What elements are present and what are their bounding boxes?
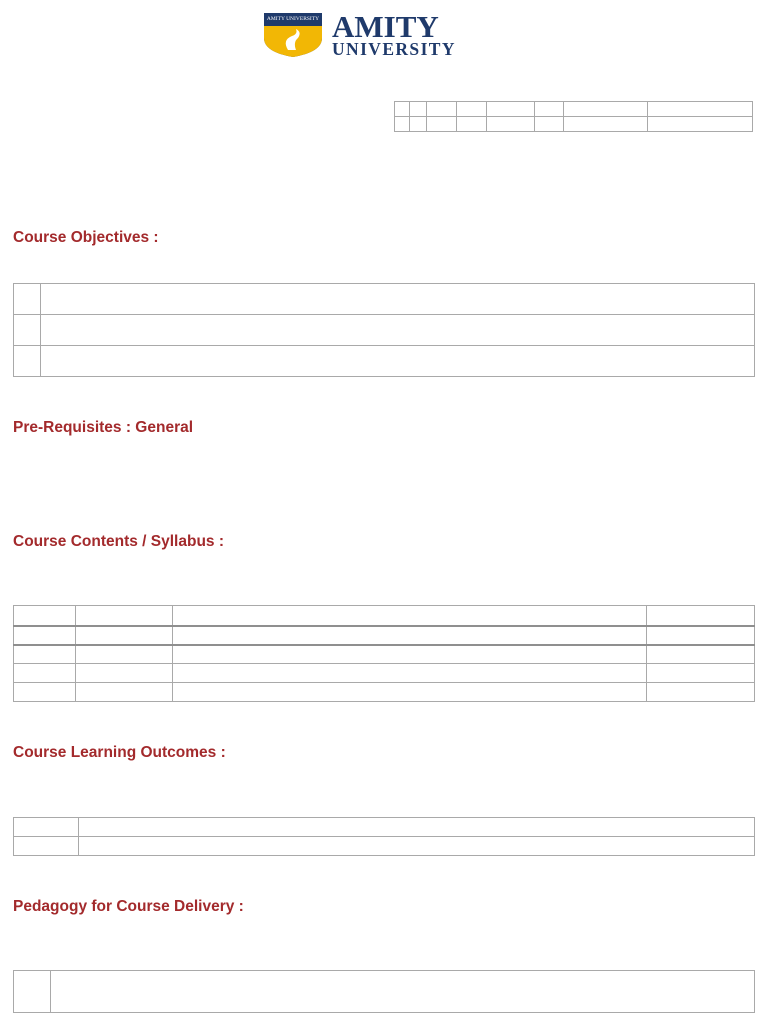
table-cell: [76, 626, 173, 645]
table-cell: [79, 818, 755, 837]
table-row: [14, 645, 755, 664]
table-cell: [173, 626, 647, 645]
table-cell: [647, 606, 755, 626]
table-cell: [647, 683, 755, 702]
table-row: [14, 664, 755, 683]
table-row: [14, 346, 755, 377]
table-cell: [14, 606, 76, 626]
syllabus-table: [13, 605, 755, 702]
course-contents-heading: Course Contents / Syllabus :: [13, 533, 225, 550]
table-cell: [395, 117, 410, 132]
table-cell: [14, 315, 41, 346]
table-cell: [14, 818, 79, 837]
table-cell: [173, 664, 647, 683]
pedagogy-heading: Pedagogy for Course Delivery :: [13, 898, 244, 915]
amity-logo-graphic: [262, 10, 508, 60]
table-cell: [535, 102, 564, 117]
table-cell: [41, 315, 755, 346]
table-cell: [14, 664, 76, 683]
table-cell: [14, 346, 41, 377]
prerequisites-heading: Pre-Requisites : General: [13, 419, 194, 436]
table-row: [14, 971, 755, 1013]
table-cell: [79, 837, 755, 856]
table-cell: [173, 606, 647, 626]
logo-text-amity: AMITY: [332, 10, 439, 44]
table-cell: [14, 284, 41, 315]
table-cell: [457, 117, 487, 132]
table-cell: [648, 102, 753, 117]
course-header-row: [395, 102, 753, 117]
table-cell: [648, 117, 753, 132]
table-cell: [410, 117, 427, 132]
table-cell: [395, 102, 410, 117]
learning-outcomes-table: [13, 817, 755, 856]
table-cell: [76, 683, 173, 702]
table-row: [14, 626, 755, 645]
table-cell: [647, 626, 755, 645]
table-cell: [41, 346, 755, 377]
table-cell: [173, 683, 647, 702]
table-cell: [564, 117, 648, 132]
table-cell: [14, 971, 51, 1013]
table-cell: [51, 971, 755, 1013]
table-cell: [76, 645, 173, 664]
table-row: [14, 818, 755, 837]
table-cell: [535, 117, 564, 132]
table-cell: [410, 102, 427, 117]
table-row: [14, 683, 755, 702]
table-cell: [647, 645, 755, 664]
table-cell: [564, 102, 648, 117]
table-cell: [76, 606, 173, 626]
amity-university-logo: [262, 10, 508, 60]
table-cell: [647, 664, 755, 683]
table-cell: [14, 683, 76, 702]
course-header-row: [395, 117, 753, 132]
table-cell: [457, 102, 487, 117]
table-cell: [76, 664, 173, 683]
logo-text-university: UNIVERSITY: [332, 39, 456, 59]
course-header-table: [394, 101, 753, 132]
table-row: [14, 606, 755, 626]
table-cell: [14, 837, 79, 856]
course-objectives-table: [13, 283, 755, 377]
table-cell: [14, 645, 76, 664]
learning-outcomes-heading: Course Learning Outcomes :: [13, 744, 226, 761]
table-cell: [427, 117, 457, 132]
table-cell: [14, 626, 76, 645]
table-cell: [487, 117, 535, 132]
table-cell: [427, 102, 457, 117]
table-row: [14, 284, 755, 315]
crest-text: AMITY UNIVERSITY: [266, 16, 320, 22]
table-row: [14, 315, 755, 346]
table-cell: [41, 284, 755, 315]
pedagogy-table: [13, 970, 755, 1013]
table-cell: [173, 645, 647, 664]
table-row: [14, 837, 755, 856]
table-cell: [487, 102, 535, 117]
course-objectives-heading: Course Objectives :: [13, 229, 159, 246]
